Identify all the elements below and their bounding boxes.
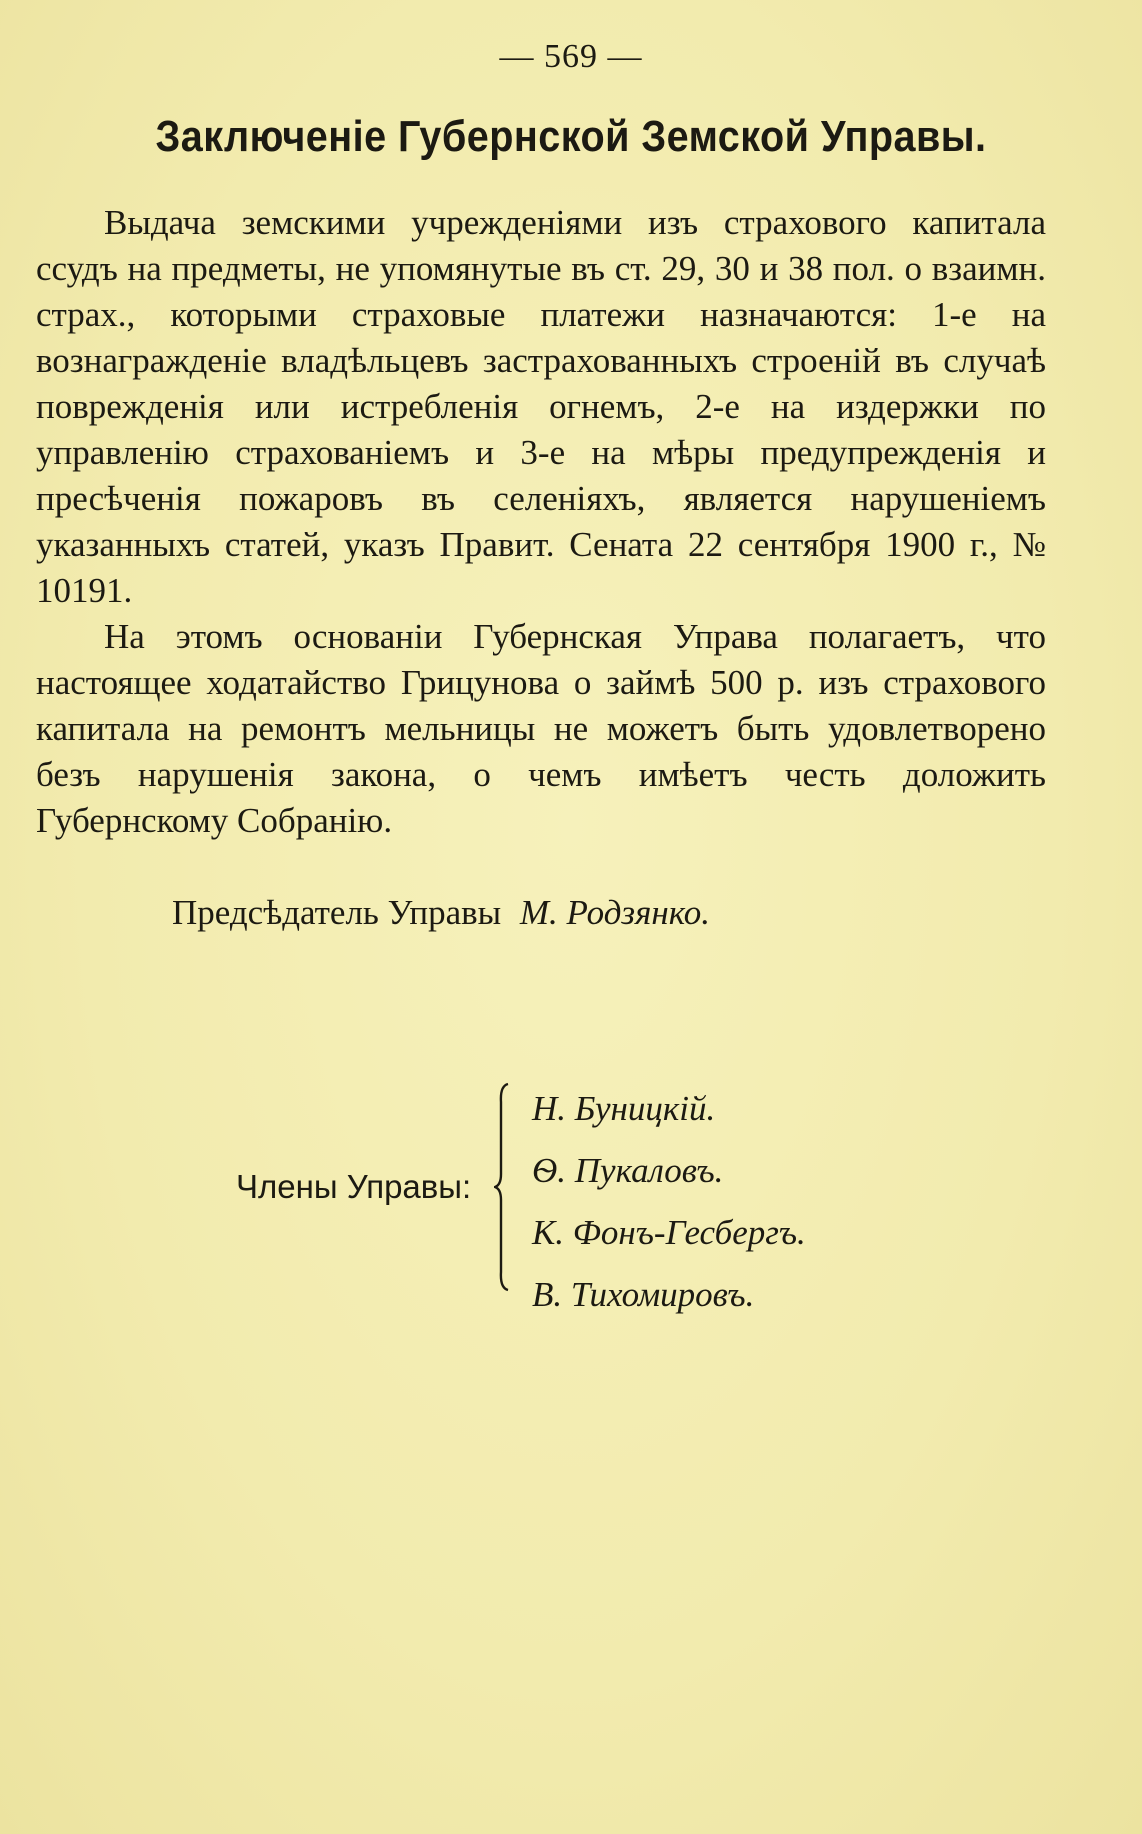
paragraph: Выдача земскими учрежденіями изъ страхового капитала ссудъ на предметы, не упомянутые въ ст. 29, 30 и 38 пол. о взаимн. страх., которыми страховые платежи назначаются: 1-е на вознагражденіе владѣльцевъ застрахованныхъ строеній въ случаѣ поврежденія или истребленія огнемъ, 2-е на издержки по управленію страхованіемъ и 3-е на мѣры предупрежденія и пресѣченія пожаровъ въ селеніяхъ, является нарушеніемъ указанныхъ статей, указъ Правит. Сената 22 сентября 1900 г., № 10191.	[36, 203, 1046, 610]
chairman-label: Предсѣдатель Управы	[172, 893, 502, 932]
document-title: Заключеніе Губернской Земской Управы.	[155, 112, 987, 161]
member-name: К. Фонъ-Гесбергъ.	[532, 1213, 806, 1252]
chairman-signature	[172, 893, 710, 933]
members-label: Члены Управы:	[236, 1168, 472, 1205]
member-name: В. Тихомировъ.	[532, 1275, 755, 1314]
curly-brace-icon	[494, 1082, 512, 1292]
document-body	[36, 200, 1046, 844]
chairman-name: М. Родзянко.	[519, 893, 710, 932]
member-name: Н. Буницкій.	[532, 1089, 716, 1128]
member-name: Ѳ. Пукаловъ.	[532, 1151, 724, 1190]
page-number: — 569 —	[499, 38, 643, 75]
members-list	[532, 1078, 806, 1326]
paragraph: На этомъ основаніи Губернская Управа полагаетъ, что настоящее ходатайство Грицунова о займѣ 500 р. изъ страхового капитала на ремонтъ мельницы не можетъ быть удовлетворено безъ нарушенія закона, о чемъ имѣетъ честь доложить Губернскому Собранію.	[36, 617, 1046, 840]
